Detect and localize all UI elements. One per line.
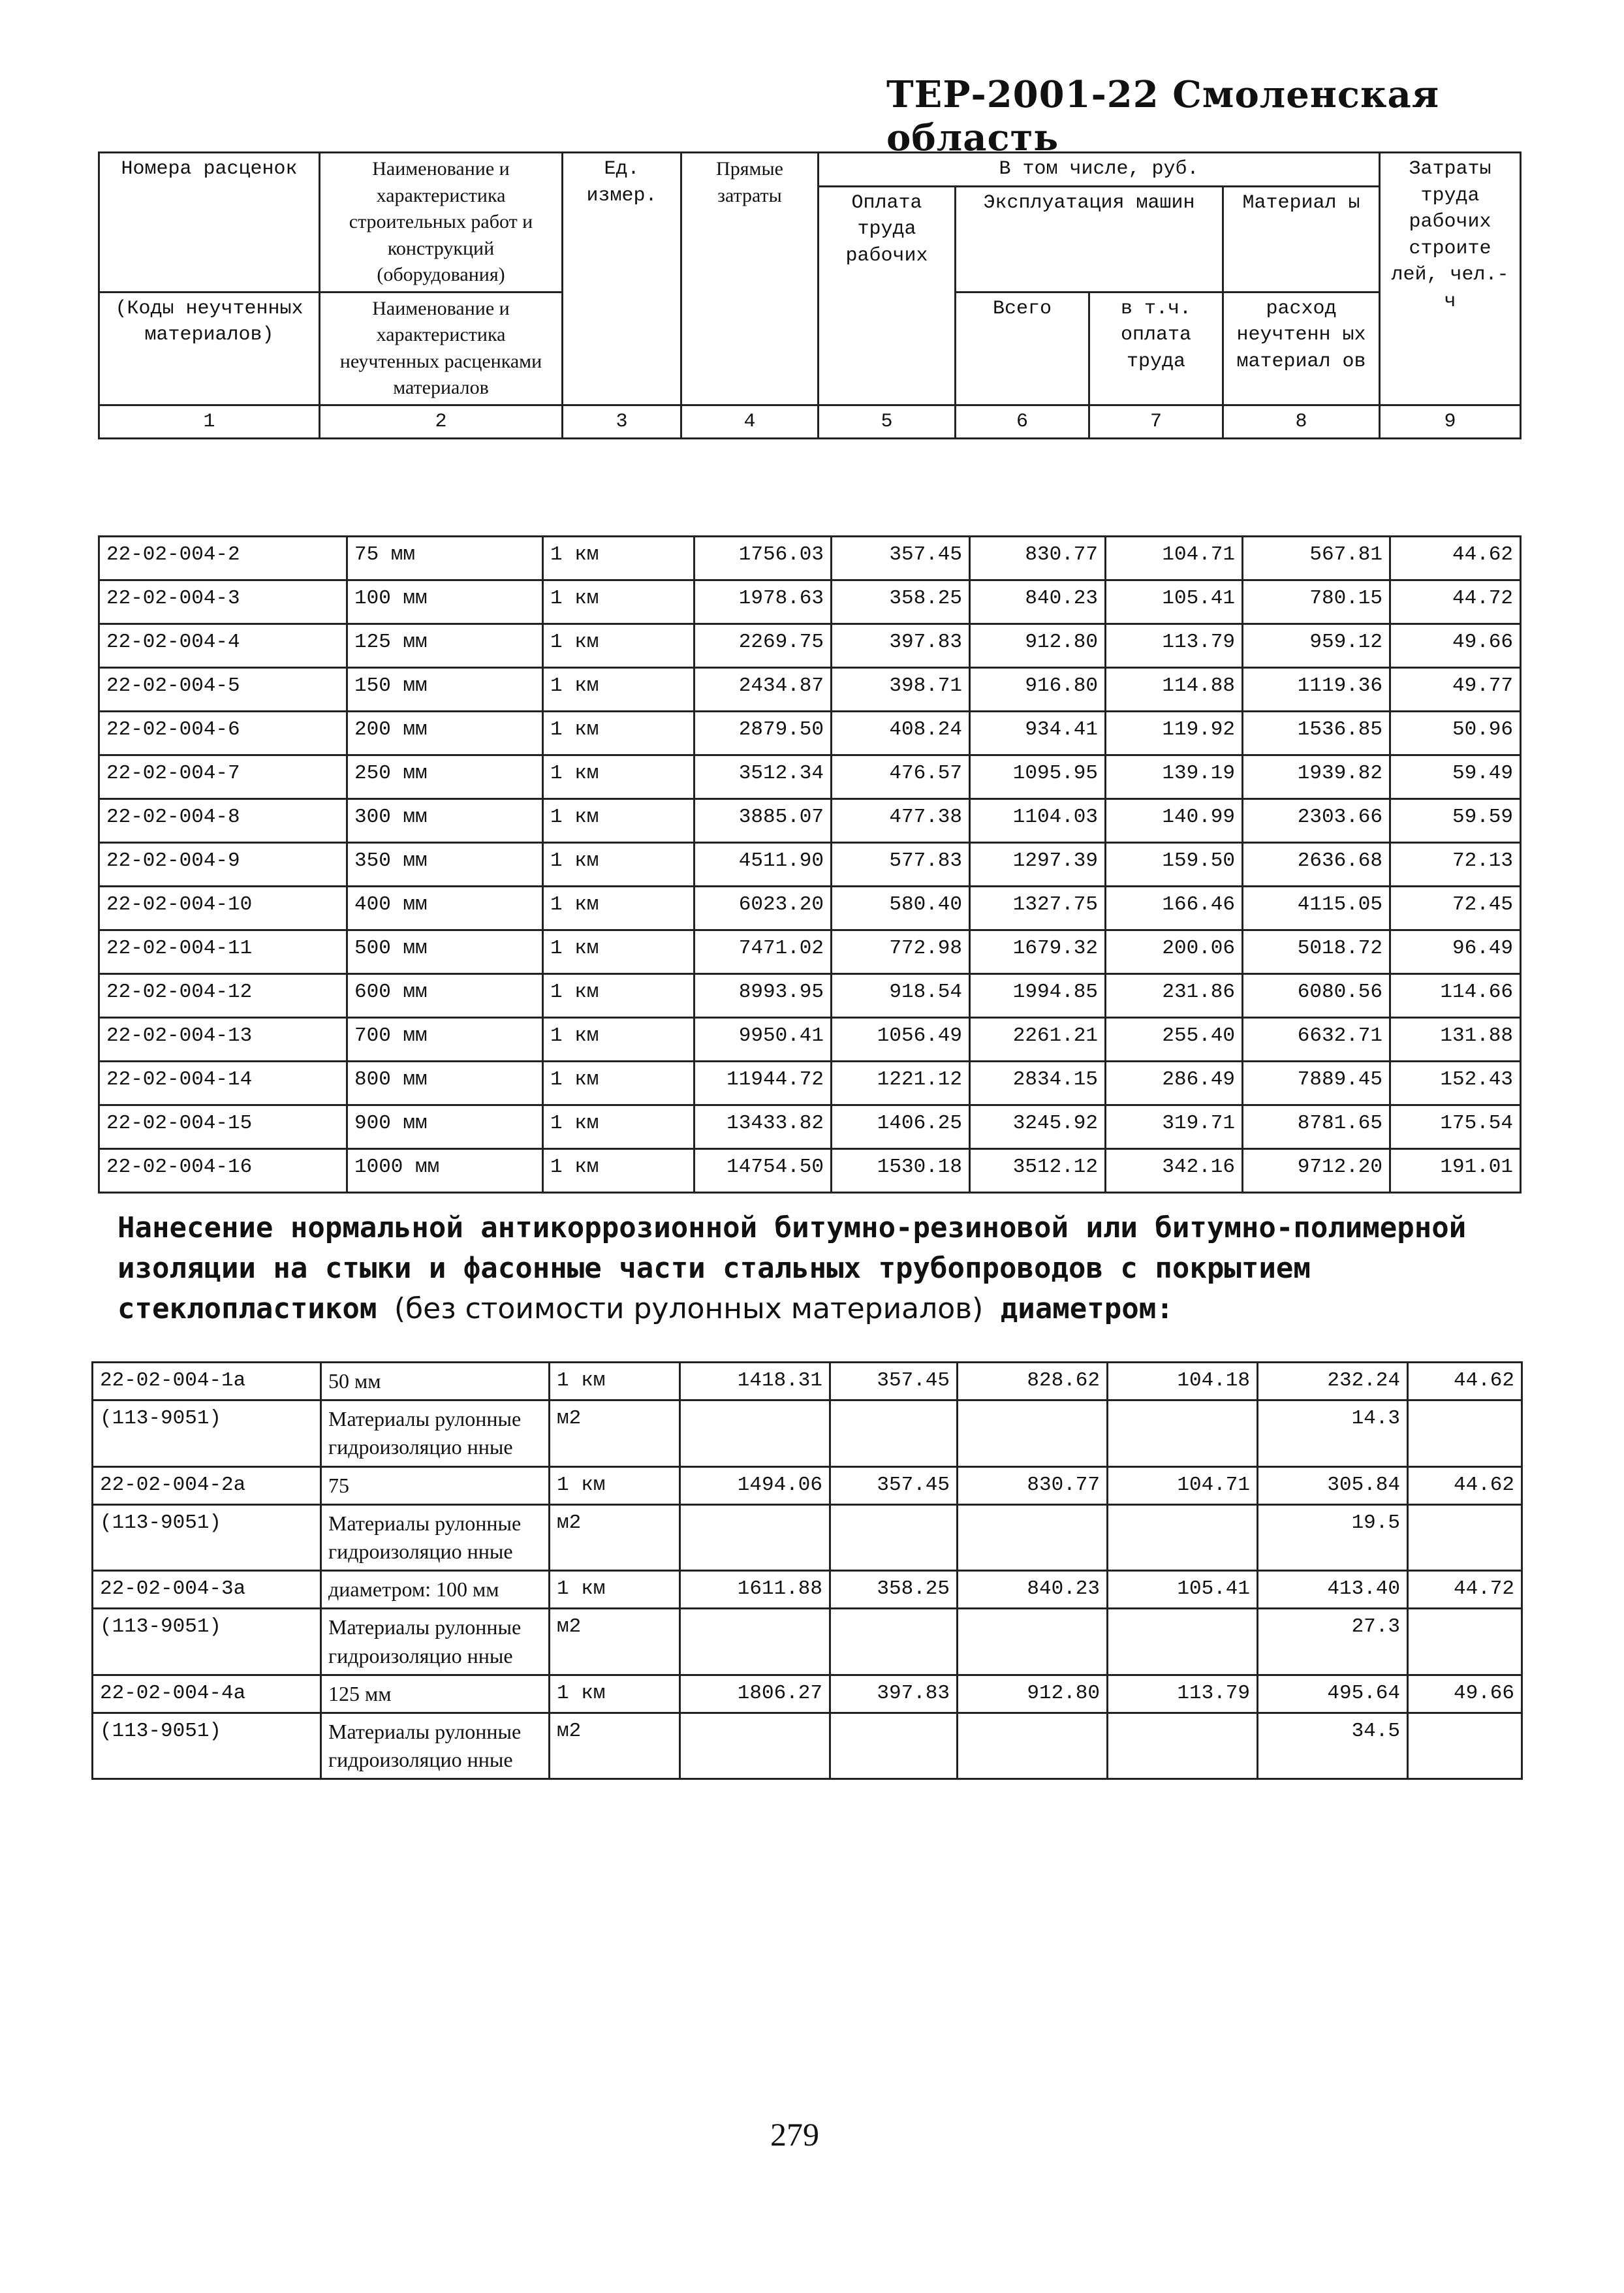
machines-cell: 912.80 [970,624,1106,668]
header-materials-usage: расход неучтенн ых материал ов [1223,292,1380,405]
wage-cell [830,1504,958,1570]
materials-cell: 1536.85 [1243,712,1390,755]
machines-cell: 828.62 [958,1363,1108,1400]
code-cell: (113-9051) [93,1400,321,1466]
code-cell: 22-02-004-5 [99,668,347,712]
header-unrecorded-name: Наименование и характеристика неучтенных расценками материалов [320,292,563,405]
unit-cell: 1 км [543,580,695,624]
table-row [99,1018,1521,1062]
machines-wage-cell: 119.92 [1106,712,1243,755]
header-name: Наименование и характеристика строительных работ и конструкций (оборудования) [320,153,563,293]
header-machines: Эксплуатация машин [956,186,1223,292]
labor-cell [1408,1400,1522,1466]
unit-cell: 1 км [543,1149,695,1193]
table-row [93,1466,1522,1504]
materials-cell: 780.15 [1243,580,1390,624]
machines-wage-cell: 200.06 [1106,930,1243,974]
materials-cell: 9712.20 [1243,1149,1390,1193]
labor-cell: 49.66 [1390,624,1521,668]
code-cell: 22-02-004-10 [99,887,347,930]
machines-wage-cell [1108,1609,1258,1675]
machines-wage-cell: 104.18 [1108,1363,1258,1400]
table-row [99,843,1521,887]
machines-cell: 840.23 [970,580,1106,624]
labor-cell: 72.13 [1390,843,1521,887]
unit-cell: 1 км [543,799,695,843]
code-cell: 22-02-004-11 [99,930,347,974]
code-cell: 22-02-004-3а [93,1571,321,1609]
name-cell: Материалы рулонные гидроизоляцио нные [321,1713,550,1779]
direct-cost-cell: 1418.31 [680,1363,830,1400]
labor-cell: 96.49 [1390,930,1521,974]
table-row [99,974,1521,1018]
rates-table [98,535,1522,1194]
materials-cell: 2303.66 [1243,799,1390,843]
direct-cost-cell: 3885.07 [695,799,832,843]
name-cell: 350 мм [347,843,543,887]
direct-cost-cell: 11944.72 [695,1062,832,1105]
table-row [99,1105,1521,1149]
unit-cell: 1 км [543,930,695,974]
labor-cell [1408,1609,1522,1675]
labor-cell: 131.88 [1390,1018,1521,1062]
materials-cell: 495.64 [1258,1675,1408,1713]
header-unit: Ед. измер. [563,153,681,405]
col-number: 3 [563,405,681,439]
table-row [99,1062,1521,1105]
machines-wage-cell: 104.71 [1108,1466,1258,1504]
materials-cell: 232.24 [1258,1363,1408,1400]
name-cell: 200 мм [347,712,543,755]
page-number: 279 [770,2116,819,2153]
unit-cell: м2 [550,1609,680,1675]
direct-cost-cell: 14754.50 [695,1149,832,1193]
table-row [93,1713,1522,1779]
machines-cell: 1297.39 [970,843,1106,887]
code-cell: (113-9051) [93,1713,321,1779]
code-cell: 22-02-004-4а [93,1675,321,1713]
section-heading-note: (без стоимости рулонных материалов) [394,1292,984,1325]
table-row [99,580,1521,624]
machines-cell: 1679.32 [970,930,1106,974]
code-cell: 22-02-004-4 [99,624,347,668]
col-number: 2 [320,405,563,439]
direct-cost-cell: 13433.82 [695,1105,832,1149]
code-cell: 22-02-004-14 [99,1062,347,1105]
direct-cost-cell [680,1400,830,1466]
machines-cell: 2834.15 [970,1062,1106,1105]
code-cell: 22-02-004-1а [93,1363,321,1400]
materials-cell: 5018.72 [1243,930,1390,974]
materials-cell: 2636.68 [1243,843,1390,887]
unit-cell: 1 км [543,974,695,1018]
wage-cell: 357.45 [830,1466,958,1504]
labor-cell [1408,1713,1522,1779]
wage-cell: 918.54 [832,974,970,1018]
machines-wage-cell: 139.19 [1106,755,1243,799]
direct-cost-cell: 7471.02 [695,930,832,974]
col-number: 7 [1089,405,1223,439]
code-cell: 22-02-004-16 [99,1149,347,1193]
name-cell: Материалы рулонные гидроизоляцио нные [321,1609,550,1675]
materials-cell: 8781.65 [1243,1105,1390,1149]
name-cell: диаметром: 100 мм [321,1571,550,1609]
section-heading-bold: Нанесение нормальной антикоррозионной битумно-резиновой или битумно-полимерной изоляции на стыки и фасонные части стальных трубопроводов с покрытием стеклопластиком [117,1211,1467,1325]
machines-cell: 1095.95 [970,755,1106,799]
code-cell: 22-02-004-12 [99,974,347,1018]
unit-cell: м2 [550,1400,680,1466]
code-cell: (113-9051) [93,1504,321,1570]
code-cell: 22-02-004-6 [99,712,347,755]
wage-cell: 580.40 [832,887,970,930]
name-cell: 800 мм [347,1062,543,1105]
machines-wage-cell: 104.71 [1106,537,1243,580]
wage-cell: 408.24 [832,712,970,755]
labor-cell: 44.72 [1390,580,1521,624]
unit-cell: м2 [550,1713,680,1779]
code-cell: 22-02-004-8 [99,799,347,843]
name-cell: 75 мм [347,537,543,580]
header-group: В том числе, руб. [819,153,1380,187]
materials-cell: 567.81 [1243,537,1390,580]
machines-cell: 1104.03 [970,799,1106,843]
code-cell: 22-02-004-15 [99,1105,347,1149]
machines-wage-cell: 342.16 [1106,1149,1243,1193]
wage-cell: 1406.25 [832,1105,970,1149]
labor-cell: 44.62 [1408,1466,1522,1504]
wage-cell: 476.57 [832,755,970,799]
labor-cell: 191.01 [1390,1149,1521,1193]
wage-cell: 1530.18 [832,1149,970,1193]
wage-cell: 358.25 [830,1571,958,1609]
section-rates-table [91,1361,1523,1780]
labor-cell: 175.54 [1390,1105,1521,1149]
materials-cell: 27.3 [1258,1609,1408,1675]
table-row [99,799,1521,843]
machines-cell [958,1400,1108,1466]
labor-cell: 49.66 [1408,1675,1522,1713]
header-unrecorded-codes: (Коды неучтенных материалов) [99,292,320,405]
header-machines-total: Всего [956,292,1089,405]
direct-cost-cell: 2434.87 [695,668,832,712]
wage-cell: 397.83 [832,624,970,668]
table-row [99,624,1521,668]
header-machines-wage: в т.ч. оплата труда [1089,292,1223,405]
section-heading [117,1208,1521,1329]
table-row [99,755,1521,799]
table-row [93,1675,1522,1713]
labor-cell: 59.59 [1390,799,1521,843]
name-cell: 100 мм [347,580,543,624]
code-cell: 22-02-004-13 [99,1018,347,1062]
name-cell: 125 мм [321,1675,550,1713]
machines-cell: 1994.85 [970,974,1106,1018]
labor-cell: 152.43 [1390,1062,1521,1105]
name-cell: 700 мм [347,1018,543,1062]
machines-wage-cell: 105.41 [1108,1571,1258,1609]
machines-cell [958,1609,1108,1675]
table-row [99,1149,1521,1193]
name-cell: 150 мм [347,668,543,712]
direct-cost-cell [680,1609,830,1675]
header-wage: Оплата труда рабочих [819,186,956,405]
unit-cell: 1 км [550,1675,680,1713]
machines-cell: 830.77 [970,537,1106,580]
code-cell: 22-02-004-3 [99,580,347,624]
machines-cell: 830.77 [958,1466,1108,1504]
name-cell: 900 мм [347,1105,543,1149]
column-header-table [98,151,1522,439]
machines-wage-cell [1108,1400,1258,1466]
direct-cost-cell: 1806.27 [680,1675,830,1713]
machines-cell [958,1504,1108,1570]
unit-cell: 1 км [543,624,695,668]
direct-cost-cell: 1756.03 [695,537,832,580]
wage-cell: 397.83 [830,1675,958,1713]
machines-wage-cell: 113.79 [1106,624,1243,668]
table-row [99,887,1521,930]
name-cell: 500 мм [347,930,543,974]
code-cell: 22-02-004-2 [99,537,347,580]
name-cell: 400 мм [347,887,543,930]
header-direct: Прямые затраты [681,153,819,405]
unit-cell: 1 км [543,537,695,580]
materials-cell: 1939.82 [1243,755,1390,799]
col-number: 8 [1223,405,1380,439]
name-cell: 1000 мм [347,1149,543,1193]
materials-cell: 34.5 [1258,1713,1408,1779]
wage-cell: 772.98 [832,930,970,974]
machines-cell: 3245.92 [970,1105,1106,1149]
col-number: 9 [1380,405,1521,439]
table-row [99,712,1521,755]
direct-cost-cell: 4511.90 [695,843,832,887]
unit-cell: 1 км [543,668,695,712]
machines-cell: 1327.75 [970,887,1106,930]
section-heading-tail: диаметром: [1000,1292,1174,1325]
machines-wage-cell: 159.50 [1106,843,1243,887]
direct-cost-cell: 3512.34 [695,755,832,799]
unit-cell: м2 [550,1504,680,1570]
name-cell: Материалы рулонные гидроизоляцио нные [321,1504,550,1570]
machines-wage-cell [1108,1504,1258,1570]
col-number: 1 [99,405,320,439]
direct-cost-cell: 8993.95 [695,974,832,1018]
unit-cell: 1 км [543,1018,695,1062]
header-labor: Затраты труда рабочих строите лей, чел.-ч [1380,153,1521,405]
machines-wage-cell: 140.99 [1106,799,1243,843]
unit-cell: 1 км [550,1466,680,1504]
unit-cell: 1 км [543,1062,695,1105]
code-cell: (113-9051) [93,1609,321,1675]
wage-cell: 1221.12 [832,1062,970,1105]
machines-wage-cell: 255.40 [1106,1018,1243,1062]
machines-cell: 3512.12 [970,1149,1106,1193]
machines-wage-cell: 114.88 [1106,668,1243,712]
table-row [99,668,1521,712]
code-cell: 22-02-004-9 [99,843,347,887]
col-number: 5 [819,405,956,439]
machines-wage-cell: 286.49 [1106,1062,1243,1105]
labor-cell: 114.66 [1390,974,1521,1018]
table-row [99,537,1521,580]
direct-cost-cell: 2879.50 [695,712,832,755]
machines-cell: 912.80 [958,1675,1108,1713]
code-cell: 22-02-004-2а [93,1466,321,1504]
unit-cell: 1 км [543,1105,695,1149]
labor-cell: 44.62 [1390,537,1521,580]
materials-cell: 7889.45 [1243,1062,1390,1105]
wage-cell: 477.38 [832,799,970,843]
machines-wage-cell: 105.41 [1106,580,1243,624]
name-cell: 125 мм [347,624,543,668]
unit-cell: 1 км [550,1363,680,1400]
materials-cell: 6632.71 [1243,1018,1390,1062]
labor-cell: 44.72 [1408,1571,1522,1609]
name-cell: 50 мм [321,1363,550,1400]
wage-cell: 357.45 [830,1363,958,1400]
machines-wage-cell [1108,1713,1258,1779]
col-number: 6 [956,405,1089,439]
machines-wage-cell: 231.86 [1106,974,1243,1018]
wage-cell: 358.25 [832,580,970,624]
wage-cell [830,1400,958,1466]
unit-cell: 1 км [550,1571,680,1609]
direct-cost-cell: 1611.88 [680,1571,830,1609]
name-cell: 300 мм [347,799,543,843]
wage-cell: 1056.49 [832,1018,970,1062]
direct-cost-cell: 1978.63 [695,580,832,624]
labor-cell: 50.96 [1390,712,1521,755]
header-materials: Материал ы [1223,186,1380,292]
name-cell: 250 мм [347,755,543,799]
materials-cell: 6080.56 [1243,974,1390,1018]
wage-cell [830,1609,958,1675]
machines-cell: 840.23 [958,1571,1108,1609]
table-row [99,930,1521,974]
table-row [93,1363,1522,1400]
col-number: 4 [681,405,819,439]
labor-cell: 59.49 [1390,755,1521,799]
labor-cell: 72.45 [1390,887,1521,930]
page-title: ТЕР-2001-22 Смоленская область [886,73,1440,159]
table-row [93,1504,1522,1570]
machines-cell [958,1713,1108,1779]
unit-cell: 1 км [543,887,695,930]
name-cell: 75 [321,1466,550,1504]
machines-cell: 916.80 [970,668,1106,712]
machines-cell: 2261.21 [970,1018,1106,1062]
wage-cell [830,1713,958,1779]
materials-cell: 413.40 [1258,1571,1408,1609]
direct-cost-cell: 1494.06 [680,1466,830,1504]
unit-cell: 1 км [543,712,695,755]
materials-cell: 305.84 [1258,1466,1408,1504]
wage-cell: 577.83 [832,843,970,887]
direct-cost-cell [680,1713,830,1779]
header-codes: Номера расценок [99,153,320,293]
machines-wage-cell: 113.79 [1108,1675,1258,1713]
materials-cell: 1119.36 [1243,668,1390,712]
name-cell: 600 мм [347,974,543,1018]
materials-cell: 19.5 [1258,1504,1408,1570]
table-row [93,1609,1522,1675]
labor-cell: 49.77 [1390,668,1521,712]
materials-cell: 959.12 [1243,624,1390,668]
unit-cell: 1 км [543,755,695,799]
wage-cell: 357.45 [832,537,970,580]
materials-cell: 4115.05 [1243,887,1390,930]
machines-wage-cell: 319.71 [1106,1105,1243,1149]
table-row [93,1400,1522,1466]
labor-cell [1408,1504,1522,1570]
machines-wage-cell: 166.46 [1106,887,1243,930]
machines-cell: 934.41 [970,712,1106,755]
direct-cost-cell [680,1504,830,1570]
direct-cost-cell: 9950.41 [695,1018,832,1062]
direct-cost-cell: 2269.75 [695,624,832,668]
code-cell: 22-02-004-7 [99,755,347,799]
unit-cell: 1 км [543,843,695,887]
wage-cell: 398.71 [832,668,970,712]
name-cell: Материалы рулонные гидроизоляцио нные [321,1400,550,1466]
materials-cell: 14.3 [1258,1400,1408,1466]
table-row [93,1571,1522,1609]
direct-cost-cell: 6023.20 [695,887,832,930]
labor-cell: 44.62 [1408,1363,1522,1400]
